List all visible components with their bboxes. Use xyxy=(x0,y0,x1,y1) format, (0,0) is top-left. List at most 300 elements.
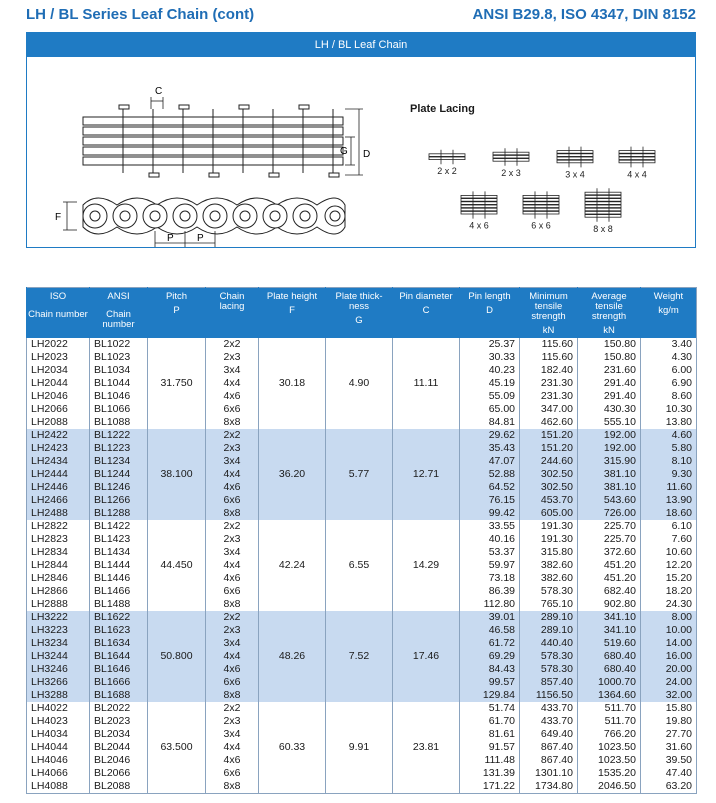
avg-tensile: 150.80 xyxy=(578,338,641,351)
plate-height: 60.33 xyxy=(259,702,326,794)
chain-lacing: 2x3 xyxy=(206,351,259,364)
ansi-number: BL1288 xyxy=(90,507,148,520)
iso-number: LH2046 xyxy=(27,390,90,403)
plate-lacing-title: Plate Lacing xyxy=(410,103,475,115)
iso-number: LH2422 xyxy=(27,429,90,442)
pitch: 44.450 xyxy=(148,520,206,611)
lacing-icon-4 xyxy=(619,147,655,180)
weight: 12.20 xyxy=(641,559,697,572)
weight: 8.00 xyxy=(641,611,697,624)
pin-length: 84.81 xyxy=(460,416,520,429)
min-tensile: 462.60 xyxy=(520,416,578,429)
chain-lacing: 3x4 xyxy=(206,728,259,741)
lacing-icon-2 xyxy=(493,148,529,178)
ansi-number: BL1446 xyxy=(90,572,148,585)
ansi-number: BL1466 xyxy=(90,585,148,598)
ansi-number: BL2023 xyxy=(90,715,148,728)
chain-diagram xyxy=(27,57,695,247)
ansi-number: BL1666 xyxy=(90,676,148,689)
lacing-label-7: 8 x 8 xyxy=(593,223,613,234)
chain-spec-table-wrap xyxy=(26,287,696,794)
chain-lacing: 2x3 xyxy=(206,624,259,637)
min-tensile: 605.00 xyxy=(520,507,578,520)
lacing-icon-7 xyxy=(585,188,621,234)
plate-thickness: 5.77 xyxy=(326,429,393,520)
iso-number: LH2444 xyxy=(27,468,90,481)
pin-length: 91.57 xyxy=(460,741,520,754)
avg-tensile: 451.20 xyxy=(578,572,641,585)
col-header-6: Plate thick-ness G xyxy=(326,288,393,338)
iso-number: LH2823 xyxy=(27,533,90,546)
pin-length: 73.18 xyxy=(460,572,520,585)
avg-tensile: 341.10 xyxy=(578,611,641,624)
ansi-number: BL1223 xyxy=(90,442,148,455)
avg-tensile: 381.10 xyxy=(578,481,641,494)
ansi-number: BL1422 xyxy=(90,520,148,533)
plate-height: 42.24 xyxy=(259,520,326,611)
plate-thickness: 6.55 xyxy=(326,520,393,611)
weight: 10.60 xyxy=(641,546,697,559)
ansi-number: BL1434 xyxy=(90,546,148,559)
weight: 10.00 xyxy=(641,624,697,637)
pin-diameter: 12.71 xyxy=(393,429,460,520)
chain-top-view xyxy=(83,105,343,177)
iso-number: LH2844 xyxy=(27,559,90,572)
iso-number: LH2466 xyxy=(27,494,90,507)
ansi-number: BL1488 xyxy=(90,598,148,611)
min-tensile: 191.30 xyxy=(520,533,578,546)
avg-tensile: 555.10 xyxy=(578,416,641,429)
weight: 18.20 xyxy=(641,585,697,598)
avg-tensile: 1535.20 xyxy=(578,767,641,780)
avg-tensile: 150.80 xyxy=(578,351,641,364)
avg-tensile: 372.60 xyxy=(578,546,641,559)
min-tensile: 382.60 xyxy=(520,559,578,572)
pin-length: 33.55 xyxy=(460,520,520,533)
plate-height: 48.26 xyxy=(259,611,326,702)
table-row xyxy=(27,702,697,715)
chain-lacing: 8x8 xyxy=(206,598,259,611)
standards-label: ANSI B29.8, ISO 4347, DIN 8152 xyxy=(472,6,696,23)
chain-lacing: 2x2 xyxy=(206,520,259,533)
dim-c xyxy=(151,97,163,109)
ansi-number: BL2066 xyxy=(90,767,148,780)
dim-f-label: F xyxy=(55,212,62,223)
avg-tensile: 225.70 xyxy=(578,533,641,546)
plate-thickness: 7.52 xyxy=(326,611,393,702)
pin-length: 69.29 xyxy=(460,650,520,663)
chain-lacing: 2x3 xyxy=(206,442,259,455)
table-body xyxy=(27,338,697,794)
avg-tensile: 381.10 xyxy=(578,468,641,481)
weight: 47.40 xyxy=(641,767,697,780)
dim-p-label-1: P xyxy=(167,233,174,244)
pin-length: 64.52 xyxy=(460,481,520,494)
chain-lacing: 6x6 xyxy=(206,403,259,416)
min-tensile: 231.30 xyxy=(520,390,578,403)
dim-p-label-2: P xyxy=(197,233,204,244)
pin-diameter: 23.81 xyxy=(393,702,460,794)
iso-number: LH2446 xyxy=(27,481,90,494)
pin-length: 53.37 xyxy=(460,546,520,559)
pin-length: 47.07 xyxy=(460,455,520,468)
iso-number: LH2834 xyxy=(27,546,90,559)
diagram-panel-title: LH / BL Leaf Chain xyxy=(27,33,695,57)
ansi-number: BL1244 xyxy=(90,468,148,481)
ansi-number: BL1246 xyxy=(90,481,148,494)
pin-length: 76.15 xyxy=(460,494,520,507)
col-header-3: Pitch P xyxy=(148,288,206,338)
lacing-label-1: 2 x 2 xyxy=(437,166,457,177)
min-tensile: 115.60 xyxy=(520,338,578,351)
chain-lacing: 4x4 xyxy=(206,377,259,390)
ansi-number: BL1622 xyxy=(90,611,148,624)
min-tensile: 1734.80 xyxy=(520,780,578,794)
weight: 31.60 xyxy=(641,741,697,754)
chain-lacing: 4x6 xyxy=(206,754,259,767)
chain-lacing: 4x4 xyxy=(206,468,259,481)
weight: 11.60 xyxy=(641,481,697,494)
pin-length: 111.48 xyxy=(460,754,520,767)
col-header-7: Pin diameter C xyxy=(393,288,460,338)
dim-c-label: C xyxy=(155,86,163,97)
avg-tensile: 519.60 xyxy=(578,637,641,650)
min-tensile: 433.70 xyxy=(520,715,578,728)
weight: 13.90 xyxy=(641,494,697,507)
pin-length: 99.57 xyxy=(460,676,520,689)
iso-number: LH2866 xyxy=(27,585,90,598)
weight: 5.80 xyxy=(641,442,697,455)
ansi-number: BL1222 xyxy=(90,429,148,442)
min-tensile: 440.40 xyxy=(520,637,578,650)
iso-number: LH4088 xyxy=(27,780,90,794)
lacing-icons xyxy=(429,147,655,234)
col-header-1: ISO Chain number xyxy=(27,288,90,338)
avg-tensile: 225.70 xyxy=(578,520,641,533)
avg-tensile: 543.60 xyxy=(578,494,641,507)
pin-length: 40.23 xyxy=(460,364,520,377)
min-tensile: 578.30 xyxy=(520,663,578,676)
min-tensile: 382.60 xyxy=(520,572,578,585)
chain-lacing: 2x2 xyxy=(206,338,259,351)
min-tensile: 315.80 xyxy=(520,546,578,559)
ansi-number: BL2034 xyxy=(90,728,148,741)
lacing-icon-6 xyxy=(523,191,559,230)
pitch: 63.500 xyxy=(148,702,206,794)
pin-length: 39.01 xyxy=(460,611,520,624)
chain-lacing: 3x4 xyxy=(206,546,259,559)
pin-length: 81.61 xyxy=(460,728,520,741)
col-header-10: Average tensile strength kN xyxy=(578,288,641,338)
plate-height: 30.18 xyxy=(259,338,326,429)
table-row xyxy=(27,429,697,442)
min-tensile: 115.60 xyxy=(520,351,578,364)
iso-number: LH2822 xyxy=(27,520,90,533)
iso-number: LH3223 xyxy=(27,624,90,637)
pitch: 50.800 xyxy=(148,611,206,702)
plate-thickness: 4.90 xyxy=(326,338,393,429)
weight: 39.50 xyxy=(641,754,697,767)
pin-length: 65.00 xyxy=(460,403,520,416)
chain-lacing: 2x2 xyxy=(206,429,259,442)
chain-lacing: 8x8 xyxy=(206,689,259,702)
pin-length: 59.97 xyxy=(460,559,520,572)
ansi-number: BL1022 xyxy=(90,338,148,351)
page-title: LH / BL Series Leaf Chain (cont) xyxy=(26,6,255,23)
pin-length: 171.22 xyxy=(460,780,520,794)
iso-number: LH3244 xyxy=(27,650,90,663)
pin-length: 51.74 xyxy=(460,702,520,715)
weight: 3.40 xyxy=(641,338,697,351)
weight: 6.90 xyxy=(641,377,697,390)
ansi-number: BL1444 xyxy=(90,559,148,572)
col-header-5: Plate height F xyxy=(259,288,326,338)
weight: 7.60 xyxy=(641,533,697,546)
weight: 27.70 xyxy=(641,728,697,741)
avg-tensile: 1364.60 xyxy=(578,689,641,702)
weight: 13.80 xyxy=(641,416,697,429)
chain-lacing: 6x6 xyxy=(206,585,259,598)
weight: 9.30 xyxy=(641,468,697,481)
ansi-number: BL1034 xyxy=(90,364,148,377)
page-header xyxy=(26,6,696,26)
min-tensile: 289.10 xyxy=(520,624,578,637)
iso-number: LH2034 xyxy=(27,364,90,377)
pin-diameter: 17.46 xyxy=(393,611,460,702)
col-header-4: Chain lacing xyxy=(206,288,259,338)
pin-length: 55.09 xyxy=(460,390,520,403)
pin-length: 30.33 xyxy=(460,351,520,364)
lacing-label-6: 6 x 6 xyxy=(531,220,551,231)
weight: 8.10 xyxy=(641,455,697,468)
min-tensile: 1301.10 xyxy=(520,767,578,780)
ansi-number: BL2046 xyxy=(90,754,148,767)
weight: 24.00 xyxy=(641,676,697,689)
avg-tensile: 1023.50 xyxy=(578,741,641,754)
table-row xyxy=(27,611,697,624)
iso-number: LH3222 xyxy=(27,611,90,624)
ansi-number: BL1623 xyxy=(90,624,148,637)
weight: 6.00 xyxy=(641,364,697,377)
min-tensile: 289.10 xyxy=(520,611,578,624)
lacing-label-3: 3 x 4 xyxy=(565,169,585,180)
col-header-8: Pin length D xyxy=(460,288,520,338)
chain-lacing: 3x4 xyxy=(206,364,259,377)
chain-lacing: 4x4 xyxy=(206,650,259,663)
weight: 18.60 xyxy=(641,507,697,520)
ansi-number: BL1088 xyxy=(90,416,148,429)
min-tensile: 433.70 xyxy=(520,702,578,715)
chain-lacing: 6x6 xyxy=(206,676,259,689)
iso-number: LH2022 xyxy=(27,338,90,351)
weight: 20.00 xyxy=(641,663,697,676)
iso-number: LH2088 xyxy=(27,416,90,429)
pin-length: 99.42 xyxy=(460,507,520,520)
avg-tensile: 511.70 xyxy=(578,715,641,728)
table-row xyxy=(27,520,697,533)
min-tensile: 765.10 xyxy=(520,598,578,611)
min-tensile: 151.20 xyxy=(520,442,578,455)
iso-number: LH2434 xyxy=(27,455,90,468)
iso-number: LH4022 xyxy=(27,702,90,715)
min-tensile: 857.40 xyxy=(520,676,578,689)
lacing-icon-3 xyxy=(557,147,593,180)
chain-lacing: 4x6 xyxy=(206,663,259,676)
diagram-panel xyxy=(26,32,696,248)
ansi-number: BL2044 xyxy=(90,741,148,754)
iso-number: LH3266 xyxy=(27,676,90,689)
pin-length: 45.19 xyxy=(460,377,520,390)
avg-tensile: 680.40 xyxy=(578,650,641,663)
chain-lacing: 8x8 xyxy=(206,780,259,794)
plate-thickness: 9.91 xyxy=(326,702,393,794)
chain-lacing: 2x3 xyxy=(206,533,259,546)
weight: 14.00 xyxy=(641,637,697,650)
weight: 16.00 xyxy=(641,650,697,663)
iso-number: LH4046 xyxy=(27,754,90,767)
dim-g-label: G xyxy=(340,146,348,157)
pin-length: 61.70 xyxy=(460,715,520,728)
pin-length: 35.43 xyxy=(460,442,520,455)
lacing-label-2: 2 x 3 xyxy=(501,167,521,178)
min-tensile: 578.30 xyxy=(520,585,578,598)
weight: 4.30 xyxy=(641,351,697,364)
table-row xyxy=(27,338,697,351)
min-tensile: 1156.50 xyxy=(520,689,578,702)
min-tensile: 347.00 xyxy=(520,403,578,416)
ansi-number: BL1046 xyxy=(90,390,148,403)
pin-length: 40.16 xyxy=(460,533,520,546)
pin-length: 131.39 xyxy=(460,767,520,780)
chain-lacing: 2x2 xyxy=(206,702,259,715)
dim-d-label: D xyxy=(363,149,371,160)
avg-tensile: 291.40 xyxy=(578,377,641,390)
iso-number: LH2423 xyxy=(27,442,90,455)
ansi-number: BL1234 xyxy=(90,455,148,468)
chain-lacing: 4x6 xyxy=(206,572,259,585)
pin-length: 29.62 xyxy=(460,429,520,442)
lacing-icon-5 xyxy=(461,191,497,230)
lacing-label-4: 4 x 4 xyxy=(627,169,647,180)
ansi-number: BL1646 xyxy=(90,663,148,676)
pin-length: 52.88 xyxy=(460,468,520,481)
iso-number: LH2023 xyxy=(27,351,90,364)
ansi-number: BL1634 xyxy=(90,637,148,650)
min-tensile: 302.50 xyxy=(520,468,578,481)
min-tensile: 302.50 xyxy=(520,481,578,494)
min-tensile: 867.40 xyxy=(520,754,578,767)
weight: 6.10 xyxy=(641,520,697,533)
lacing-icon-1 xyxy=(429,150,465,176)
ansi-number: BL1044 xyxy=(90,377,148,390)
weight: 4.60 xyxy=(641,429,697,442)
pin-length: 112.80 xyxy=(460,598,520,611)
min-tensile: 151.20 xyxy=(520,429,578,442)
weight: 24.30 xyxy=(641,598,697,611)
avg-tensile: 231.60 xyxy=(578,364,641,377)
chain-lacing: 2x3 xyxy=(206,715,259,728)
chain-lacing: 6x6 xyxy=(206,494,259,507)
chain-side-view xyxy=(83,198,345,234)
min-tensile: 578.30 xyxy=(520,650,578,663)
avg-tensile: 1023.50 xyxy=(578,754,641,767)
ansi-number: BL1423 xyxy=(90,533,148,546)
chain-lacing: 3x4 xyxy=(206,637,259,650)
iso-number: LH3234 xyxy=(27,637,90,650)
avg-tensile: 315.90 xyxy=(578,455,641,468)
chain-lacing: 2x2 xyxy=(206,611,259,624)
col-header-2: ANSI Chain number xyxy=(90,288,148,338)
avg-tensile: 511.70 xyxy=(578,702,641,715)
ansi-number: BL1266 xyxy=(90,494,148,507)
iso-number: LH2888 xyxy=(27,598,90,611)
avg-tensile: 726.00 xyxy=(578,507,641,520)
chain-lacing: 4x4 xyxy=(206,741,259,754)
avg-tensile: 341.10 xyxy=(578,624,641,637)
avg-tensile: 291.40 xyxy=(578,390,641,403)
chain-lacing: 8x8 xyxy=(206,507,259,520)
ansi-number: BL2088 xyxy=(90,780,148,794)
pin-diameter: 14.29 xyxy=(393,520,460,611)
iso-number: LH2846 xyxy=(27,572,90,585)
ansi-number: BL2022 xyxy=(90,702,148,715)
pin-length: 129.84 xyxy=(460,689,520,702)
min-tensile: 231.30 xyxy=(520,377,578,390)
ansi-number: BL1066 xyxy=(90,403,148,416)
chain-lacing: 4x4 xyxy=(206,559,259,572)
min-tensile: 244.60 xyxy=(520,455,578,468)
col-header-9: Minimum tensile strength kN xyxy=(520,288,578,338)
pin-length: 46.58 xyxy=(460,624,520,637)
weight: 15.20 xyxy=(641,572,697,585)
iso-number: LH4044 xyxy=(27,741,90,754)
pitch: 38.100 xyxy=(148,429,206,520)
avg-tensile: 451.20 xyxy=(578,559,641,572)
lacing-label-5: 4 x 6 xyxy=(469,220,489,231)
weight: 8.60 xyxy=(641,390,697,403)
iso-number: LH2044 xyxy=(27,377,90,390)
weight: 15.80 xyxy=(641,702,697,715)
weight: 10.30 xyxy=(641,403,697,416)
iso-number: LH4066 xyxy=(27,767,90,780)
avg-tensile: 2046.50 xyxy=(578,780,641,794)
avg-tensile: 680.40 xyxy=(578,663,641,676)
iso-number: LH3246 xyxy=(27,663,90,676)
ansi-number: BL1644 xyxy=(90,650,148,663)
pin-length: 86.39 xyxy=(460,585,520,598)
min-tensile: 649.40 xyxy=(520,728,578,741)
col-header-11: Weight kg/m xyxy=(641,288,697,338)
chain-lacing: 6x6 xyxy=(206,767,259,780)
avg-tensile: 192.00 xyxy=(578,429,641,442)
weight: 63.20 xyxy=(641,780,697,794)
weight: 19.80 xyxy=(641,715,697,728)
ansi-number: BL1023 xyxy=(90,351,148,364)
pin-diameter: 11.11 xyxy=(393,338,460,429)
chain-lacing: 3x4 xyxy=(206,455,259,468)
pin-length: 61.72 xyxy=(460,637,520,650)
pitch: 31.750 xyxy=(148,338,206,429)
min-tensile: 453.70 xyxy=(520,494,578,507)
min-tensile: 191.30 xyxy=(520,520,578,533)
avg-tensile: 682.40 xyxy=(578,585,641,598)
avg-tensile: 902.80 xyxy=(578,598,641,611)
min-tensile: 867.40 xyxy=(520,741,578,754)
iso-number: LH3288 xyxy=(27,689,90,702)
ansi-number: BL1688 xyxy=(90,689,148,702)
avg-tensile: 430.30 xyxy=(578,403,641,416)
chain-lacing: 4x6 xyxy=(206,481,259,494)
